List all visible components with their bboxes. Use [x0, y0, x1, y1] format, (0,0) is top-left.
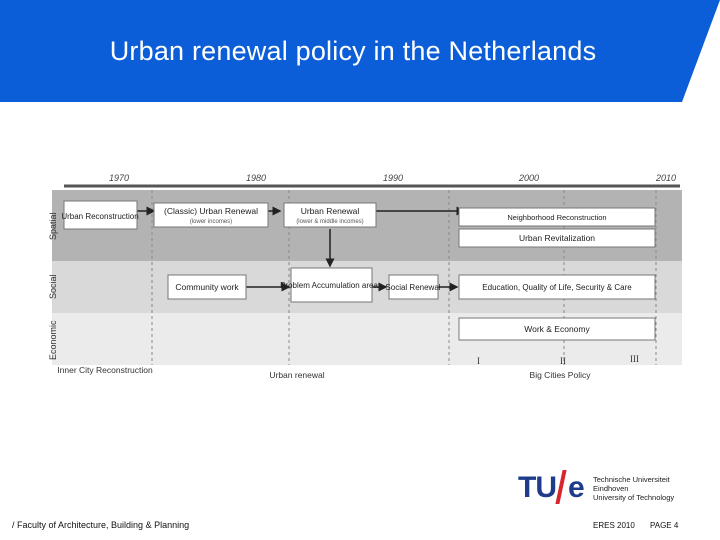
slide-header	[0, 0, 720, 102]
phase-3: III	[630, 354, 639, 364]
logo-line-2: Eindhoven	[593, 484, 629, 493]
text-problem-areas: Problem Accumulation areas	[280, 281, 382, 290]
row-label-social: Social	[48, 274, 58, 299]
text-urban-renewal: Urban Renewal	[300, 206, 360, 216]
footer-faculty: / Faculty of Architecture, Building & Planning	[12, 520, 190, 530]
logo-line-3: University of Technology	[593, 493, 675, 502]
footer-event: ERES 2010	[593, 521, 635, 530]
text-revitalization: Urban Revitalization	[518, 233, 596, 243]
policy-diagram	[44, 168, 684, 390]
year-1990: 1990	[383, 173, 404, 183]
row-label-economic: Economic	[48, 320, 58, 360]
period-big-cities: Big Cities Policy	[529, 370, 591, 380]
logo-slash	[555, 470, 566, 504]
year-1970: 1970	[109, 173, 130, 183]
text-classic-renewal-note: (lower incomes)	[189, 219, 233, 225]
text-education: Education, Quality of Life, Security & Care	[482, 283, 632, 292]
logo-text-lines	[593, 475, 674, 502]
text-work-economy: Work & Economy	[524, 324, 590, 334]
year-1980: 1980	[246, 173, 267, 183]
row-label-spatial: Spatial	[48, 212, 58, 240]
text-community-work: Community work	[175, 282, 239, 292]
slide-title: Urban renewal policy in the Netherlands	[109, 36, 597, 66]
year-2010: 2010	[656, 173, 677, 183]
period-urban-renewal: Urban renewal	[269, 370, 325, 380]
text-urban-reconstruction: Urban Reconstruction	[61, 212, 139, 221]
text-neighborhood: Neighborhood Reconstruction	[507, 213, 607, 222]
year-2000: 2000	[519, 173, 540, 183]
logo-tu-text: TU	[518, 471, 556, 504]
text-classic-renewal: (Classic) Urban Renewal	[163, 206, 259, 216]
logo-e-text: e	[568, 471, 585, 504]
logo-line-1: Technische Universiteit	[593, 475, 670, 484]
text-urban-renewal-note: (lower & middle incomes)	[296, 219, 364, 225]
footer-page-number: PAGE 4	[650, 521, 679, 530]
text-social-renewal: Social Renewal	[385, 283, 441, 292]
phase-1: I	[477, 356, 480, 366]
period-inner-city: Inner City Reconstruction	[57, 365, 153, 375]
phase-2: II	[560, 356, 566, 366]
tue-logo	[518, 471, 688, 504]
